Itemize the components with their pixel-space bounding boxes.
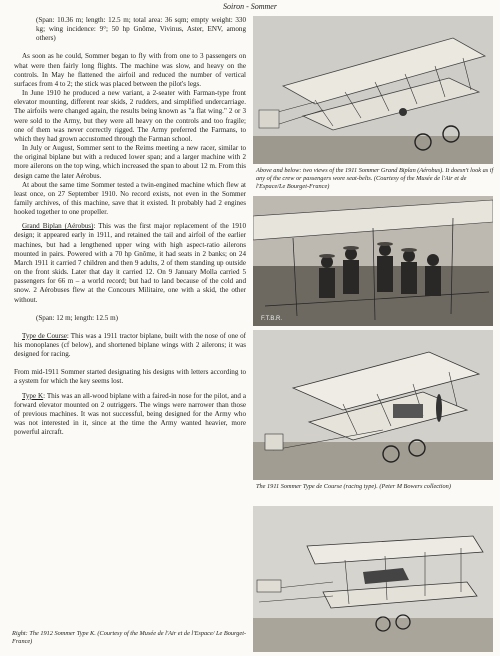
type-k-text: : This was an all-wood biplane with a faired-in nose for the pilot, and a forward elevator mounted on 2 outriggers. The wings were narrower than those of previous machines. It was not successful, being designed for the Army who was not interested in it, since at the time the Army wanted heavier, more powerful aircraft. xyxy=(14,391,246,437)
caption-type-de-course: The 1911 Sommer Type de Course (racing type). (Peter M Bowers collection) xyxy=(256,483,451,490)
article-text-column xyxy=(14,16,246,437)
caption-type-k: Right: The 1912 Sommer Type K. (Courtesy of the Musée de l'Air et de l'Espace/ Le Bourget-France) xyxy=(12,630,247,645)
photo-type-de-course xyxy=(253,330,493,480)
grand-biplan-text: : This was the first major replacement of the 1910 design; it appeared early in 1911, and retained the tail and airfoil of the earlier machines, but had a lengthened upper wing with high aspect-ratio ailerons mounted in pairs. Powered with a 70 hp Gnôme, it had seats in 2 banks; on 24 March 1911 it carried 7 children and then 9 adults, 2 of them standing up outside on the front skids. Later that day it carried 12. On 9 January Molla carried 5 passengers for 66 m – a world record; but had to land because of the cold and snow. 2 Aérobuses flew at the Concours Militaire, one with a skid, the other without. xyxy=(14,222,247,304)
caption-grand-biplan: Above and below: two views of the 1911 Sommer Grand Biplan (Aérobus). It doesn't look as if any of the crew or passengers wore seat-belts. (Courtesy of the Musée de l'Air et de l'Espace/Le Bourget-France) xyxy=(256,167,494,190)
spec-grand-biplan: (Span: 12 m; length: 12.5 m) xyxy=(36,313,118,322)
photo-grand-biplan-2 xyxy=(253,196,493,326)
photo-type-k xyxy=(253,506,493,652)
type-de-course-text: : This was a 1911 tractor biplane, built with the nose of one of his monoplanes (cf below), and shortened biplane wings with 2 ailerons; it was designed for racing. xyxy=(14,331,247,359)
running-header: Soiron - Sommer xyxy=(223,2,277,11)
photo-grand-biplan-1 xyxy=(253,16,493,164)
paragraph-type-de-course xyxy=(14,332,246,359)
paragraph-twin-engine: At about the same time Sommer tested a twin-engined machine which flew at least once, on 27 September 1910. No record exists, not even in the Sommer family archives, of this machine, save that it existed. It probably had 2 engines hooked together to one propeller. xyxy=(14,180,246,217)
paragraph-type-k xyxy=(14,392,246,438)
paragraph-june-1910: In June 1910 he produced a new variant, a 2-seater with Farman-type front elevator mounting, different rear skids, 2 rudders, and simplified undercarriage. The airfoils were changed again, the results being known as "a flat wing." 2 or 3 were sold to the Army, but they were all heavy on the controls and too fragile; one of them was never correctly rigged. The Army preferred the Farmans, to which they had grown accustomed through the Farman school. xyxy=(14,89,246,143)
paragraph-flights: As soon as he could, Sommer began to fly with from one to 3 passengers on what were then fairly long flights. The machine was slow, and heavy on the controls. In May he flattened the airfoil and reduced the number of vertical surfaces from 4 to 2; the stick was placed between the pilot's legs. xyxy=(14,52,246,88)
type-k-heading: Type K xyxy=(22,391,44,400)
spec-1910-biplane: (Span: 10.36 m; length: 12.5 m; total area: 36 sqm; empty weight: 330 kg; wing incidence: 9°; 50 hp Gnôme, Vivinus, Aster, ENV, among others) xyxy=(36,16,246,43)
paragraph-reims: In July or August, Sommer sent to the Reims meeting a new racer, similar to the original biplane but with a reduced lower span; and a larger machine with 2 more ailerons on the top wing, which increased the span to about 12 m. From this design came the later Aérobus. xyxy=(14,144,246,180)
photo-label: F.T.B.R. xyxy=(261,316,283,322)
grand-biplan-heading: Grand Biplan (Aérobus) xyxy=(22,222,94,231)
paragraph-designations: From mid-1911 Sommer started designating his designs with letters according to a system for which the key seems lost. xyxy=(14,368,246,386)
type-de-course-heading: Type de Course xyxy=(22,331,67,340)
paragraph-grand-biplan xyxy=(14,222,246,304)
